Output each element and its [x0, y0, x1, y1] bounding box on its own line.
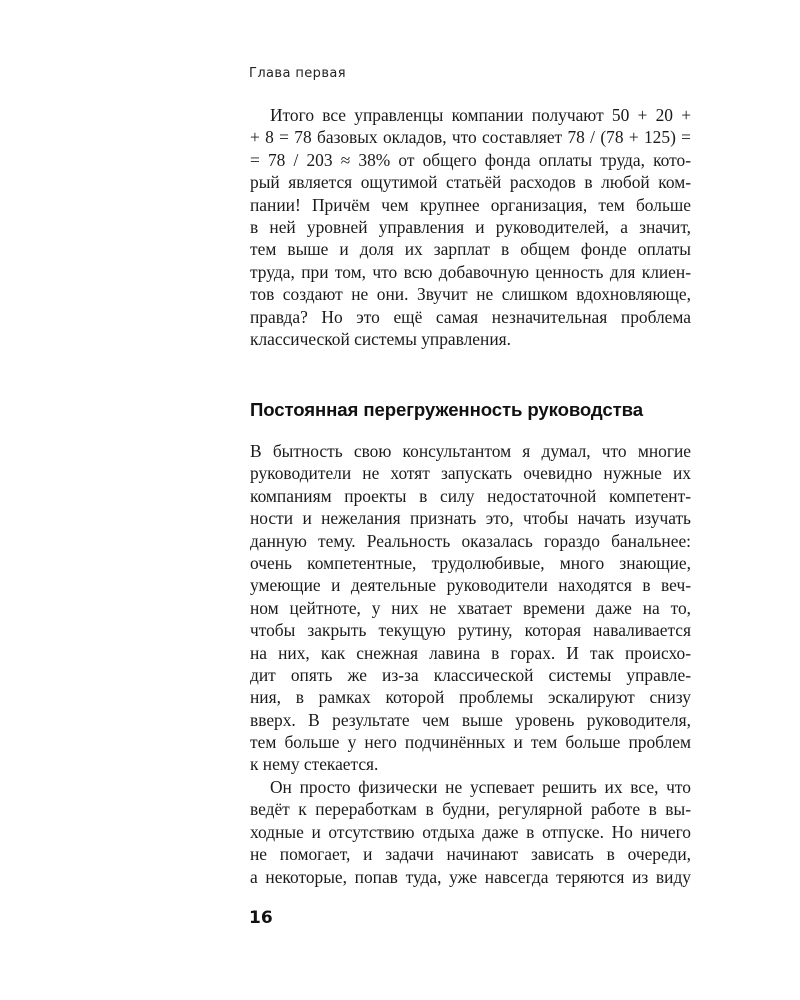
section-heading: Постоянная перегруженность руководства: [250, 399, 643, 420]
paragraph-1: [250, 104, 691, 350]
text-line: руководители не хотят запускать очевидно нужные их: [250, 463, 691, 484]
text-line: В бытность свою консультантом я думал, что многие: [250, 441, 691, 461]
running-head: Глава первая: [249, 66, 346, 81]
text-line: рый является ощутимой статьёй расходов в любой ком-: [250, 172, 691, 193]
paragraph-3: [250, 776, 691, 888]
text-line: очень компетентные, трудолюбивые, много знающие,: [250, 552, 691, 573]
text-line: Он просто физически не успевает решить их все, что: [270, 777, 691, 797]
text-line: тем выше и доля их зарплат в общем фонде оплаты: [250, 239, 691, 260]
text-line: на них, как снежная лавина в горах. И так происхо-: [250, 642, 691, 663]
page-number: 16: [249, 908, 273, 928]
text-line: не помогает, и задачи начинают зависать в очереди,: [250, 844, 691, 865]
text-line: ном цейтноте, у них не хватает времени даже на то,: [250, 597, 691, 618]
text-line: = 78 / 203 ≈ 38% от общего фонда оплаты труда, кото-: [250, 149, 691, 170]
text-line: компаниям проекты в силу недостаточной компетент-: [250, 485, 691, 506]
text-line: а некоторые, попав туда, уже навсегда теряются из виду: [250, 866, 691, 887]
text-line: ходные и отсутствию отдыха даже в отпуске. Но ничего: [250, 821, 691, 842]
text-line: к нему стекается.: [250, 754, 379, 775]
text-line: классической системы управления.: [250, 328, 511, 349]
paragraph-2: [250, 440, 691, 776]
text-line: в ней уровней управления и руководителей, а значит,: [250, 216, 691, 237]
text-line: тем больше у него подчинённых и тем больше проблем: [250, 732, 691, 753]
text-line: тов создают не они. Звучит не слишком вдохновляюще,: [250, 284, 691, 305]
text-line: вверх. В результате чем выше уровень руководителя,: [250, 709, 691, 730]
text-line: дит опять же из-за классической системы управле-: [250, 664, 691, 685]
text-line: + 8 = 78 базовых окладов, что составляет 78 / (78 + 125) =: [250, 127, 691, 148]
text-line: пании! Причём чем крупнее организация, тем больше: [250, 194, 691, 215]
text-line: данную тему. Реальность оказалась гораздо банальнее:: [250, 530, 691, 551]
text-line: труда, при том, что всю добавочную ценность для клиен-: [250, 261, 691, 282]
text-line: чтобы закрыть текущую рутину, которая наваливается: [250, 620, 691, 641]
text-line: Итого все управленцы компании получают 50 + 20 +: [270, 105, 691, 125]
text-line: ния, в рамках которой проблемы эскалируют снизу: [250, 687, 691, 708]
text-line: правда? Но это ещё самая незначительная проблема: [250, 306, 691, 327]
text-line: ности и нежелания признать это, чтобы начать изучать: [250, 508, 691, 529]
text-line: умеющие и деятельные руководители находятся в веч-: [250, 575, 691, 596]
text-line: ведёт к переработкам в будни, регулярной работе в вы-: [250, 799, 691, 820]
